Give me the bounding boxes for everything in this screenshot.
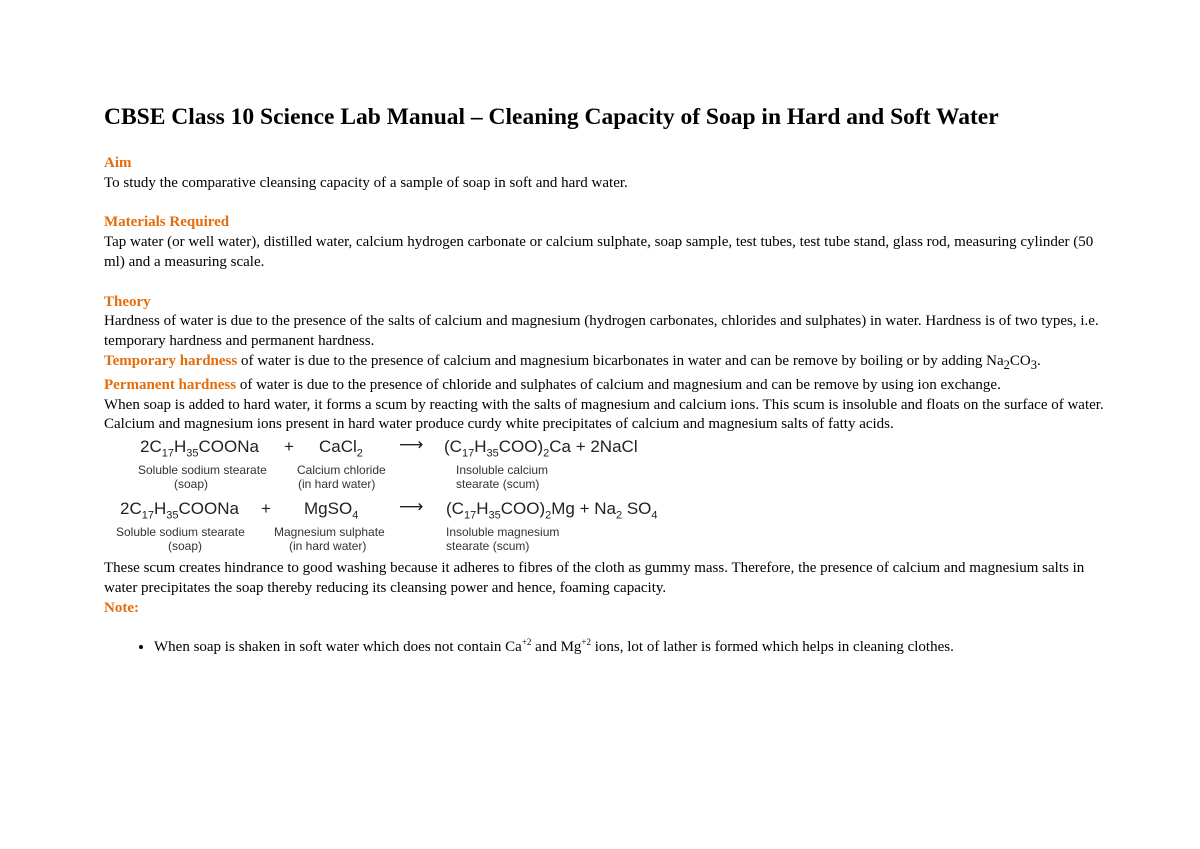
eq2-label-soap: Soluble sodium stearate [116, 525, 245, 540]
permanent-hardness-label: Permanent hardness [104, 376, 237, 393]
materials-heading: Materials Required [104, 214, 230, 231]
temporary-hardness-label: Temporary hardness [104, 352, 238, 369]
eq1-label-soap-2: (soap) [174, 477, 209, 492]
permanent-hardness-paragraph: Permanent hardness of water is due to the presence of chloride and sulphates of calcium and magnesium and can be remove by using ion exchange. [104, 376, 1001, 393]
eq2-label-salt: Magnesium sulphate [274, 525, 385, 540]
document-body [104, 154, 1104, 657]
temporary-hardness-paragraph: Temporary hardness of water is due to the presence of calcium and magnesium bicarbonates in water and can be remove by boiling or by adding $Na_2CO_3$. [104, 352, 1041, 372]
eq1-label-product-2: stearate (scum) [456, 477, 540, 492]
eq1-label-salt-2: (in hard water) [298, 477, 376, 492]
aim-heading: Aim [104, 155, 132, 171]
reaction-equations [104, 435, 704, 559]
eq1-arrow: ⟶ [399, 435, 424, 455]
note-heading: Note: [104, 599, 139, 616]
eq1-plus: + [284, 437, 294, 457]
eq1-label-salt: Calcium chloride [297, 463, 386, 478]
eq1-product: $(C_{17}H_{35}COO)_2Ca$ + 2NaCl [444, 437, 638, 460]
eq2-plus: + [261, 499, 271, 519]
eq1-label-product: Insoluble calcium [456, 463, 549, 478]
eq1-reactant-salt: CaCl$_2$ [319, 437, 363, 460]
theory-paragraph-2: When soap is added to hard water, it forms a scum by reacting with the salts of magnesium and calcium ions. This scum is insoluble and floats on the surface of water. Calcium and magnesium ions present in hard water produce curdy white precipitates of calcium and magnesium salts of fatty acids. [104, 396, 1104, 433]
materials-text: Tap water (or well water), distilled water, calcium hydrogen carbonate or calcium sulphate, soap sample, test tubes, test tube stand, glass rod, measuring cylinder (50 ml) and a measuring scale. [104, 234, 1094, 270]
eq2-label-product: Insoluble magnesium [446, 525, 560, 540]
eq2-label-product-2: stearate (scum) [446, 539, 530, 554]
eq2-label-salt-2: (in hard water) [289, 539, 367, 554]
eq2-reactant-salt: MgSO$_4$ [304, 499, 359, 522]
page-title: CBSE Class 10 Science Lab Manual – Cleaning Capacity of Soap in Hard and Soft Water [104, 104, 999, 130]
theory-heading: Theory [104, 293, 151, 310]
eq2-reactant-soap: $2C_{17}H_{35}COONa$ [120, 499, 239, 522]
aim-text: To study the comparative cleansing capacity of a sample of soap in soft and hard water. [104, 174, 628, 191]
note-item: • When soap is shaken in soft water which does not contain $Ca^{+2}$ and $Mg^{+2}$ ions, lot of lather is formed which helps in cleaning clothes. [154, 633, 1104, 658]
eq2-label-soap-2: (soap) [168, 539, 203, 554]
note-list [104, 633, 1104, 658]
eq1-reactant-soap: $2C_{17}H_{35}COONa$ [140, 437, 259, 460]
theory-paragraph-1: Hardness of water is due to the presence of the salts of calcium and magnesium (hydrogen carbonates, chlorides and sulphates) in water. Hardness is of two types, i.e. temporary hardness and permanent hardness. [104, 313, 1099, 350]
eq2-arrow: ⟶ [399, 497, 424, 517]
eq2-product: $(C_{17}H_{35}COO)_2Mg + Na_2$ $SO_4$ [446, 499, 658, 522]
eq1-label-soap: Soluble sodium stearate [138, 463, 267, 478]
after-equation-paragraph: These scum creates hindrance to good washing because it adheres to fibres of the cloth as gummy mass. Therefore, the presence of calcium and magnesium salts in water precipitates the soap thereby reducing its cleansing power and hence, foaming capacity. [104, 560, 1085, 596]
